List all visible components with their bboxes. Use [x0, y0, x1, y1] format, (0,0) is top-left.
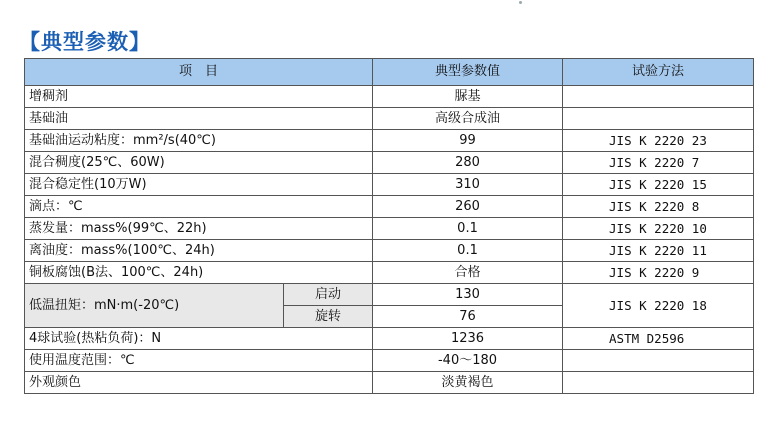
row-item: 铜板腐蚀(B法、100℃、24h) — [25, 262, 373, 284]
row-item: 外观颜色 — [25, 372, 373, 394]
row-method: JIS K 2220 8 — [563, 196, 754, 218]
row-method: JIS K 2220 23 — [563, 130, 754, 152]
row-item: 离油度：mass%(100℃、24h) — [25, 240, 373, 262]
row-value: 260 — [373, 196, 563, 218]
table-row — [25, 262, 754, 284]
section-heading: 【典型参数】 — [19, 30, 151, 54]
row-value: 99 — [373, 130, 563, 152]
row-method: JIS K 2220 11 — [563, 240, 754, 262]
row-method — [563, 372, 754, 394]
row-item: 混合稳定性(10万W) — [25, 174, 373, 196]
row-value: 淡黄褐色 — [373, 372, 563, 394]
row-item: 混合稠度(25℃、60W) — [25, 152, 373, 174]
table-row — [25, 86, 754, 108]
table-row — [25, 196, 754, 218]
row-value: -40～180 — [373, 350, 563, 372]
row-value: 高级合成油 — [373, 108, 563, 130]
row-method — [563, 350, 754, 372]
torque-start-label: 启动 — [284, 284, 373, 306]
table-row — [25, 130, 754, 152]
table-row-torque-start — [25, 284, 754, 306]
row-value: 280 — [373, 152, 563, 174]
row-item: 基础油运动粘度：mm²/s(40℃) — [25, 130, 373, 152]
row-item: 滴点：℃ — [25, 196, 373, 218]
header-value: 典型参数值 — [373, 59, 563, 86]
row-method: JIS K 2220 7 — [563, 152, 754, 174]
row-value: 0.1 — [373, 240, 563, 262]
table-row — [25, 152, 754, 174]
torque-rotate-label: 旋转 — [284, 306, 373, 328]
decorative-dot — [519, 1, 522, 4]
table-row — [25, 372, 754, 394]
row-item: 增稠剂 — [25, 86, 373, 108]
row-method — [563, 108, 754, 130]
row-value: 1236 — [373, 328, 563, 350]
table-row — [25, 350, 754, 372]
table-row — [25, 218, 754, 240]
header-method: 试验方法 — [563, 59, 754, 86]
row-value: 0.1 — [373, 218, 563, 240]
row-item: 基础油 — [25, 108, 373, 130]
torque-start-value: 130 — [373, 284, 563, 306]
table-row — [25, 240, 754, 262]
row-method: ASTM D2596 — [563, 328, 754, 350]
table-header-row — [25, 59, 754, 86]
row-method — [563, 86, 754, 108]
torque-item: 低温扭矩：mN·m(-20℃) — [25, 284, 284, 328]
row-value: 310 — [373, 174, 563, 196]
row-method: JIS K 2220 15 — [563, 174, 754, 196]
header-item: 项 目 — [25, 59, 373, 86]
row-value: 合格 — [373, 262, 563, 284]
torque-method: JIS K 2220 18 — [563, 284, 754, 328]
table-row — [25, 108, 754, 130]
table-row — [25, 328, 754, 350]
table-row — [25, 174, 754, 196]
row-item: 蒸发量：mass%(99℃、22h) — [25, 218, 373, 240]
row-method: JIS K 2220 9 — [563, 262, 754, 284]
torque-rotate-value: 76 — [373, 306, 563, 328]
typical-parameters-table — [24, 58, 754, 394]
row-value: 脲基 — [373, 86, 563, 108]
row-item: 使用温度范围：℃ — [25, 350, 373, 372]
row-method: JIS K 2220 10 — [563, 218, 754, 240]
row-item: 4球试验(热粘负荷)：N — [25, 328, 373, 350]
